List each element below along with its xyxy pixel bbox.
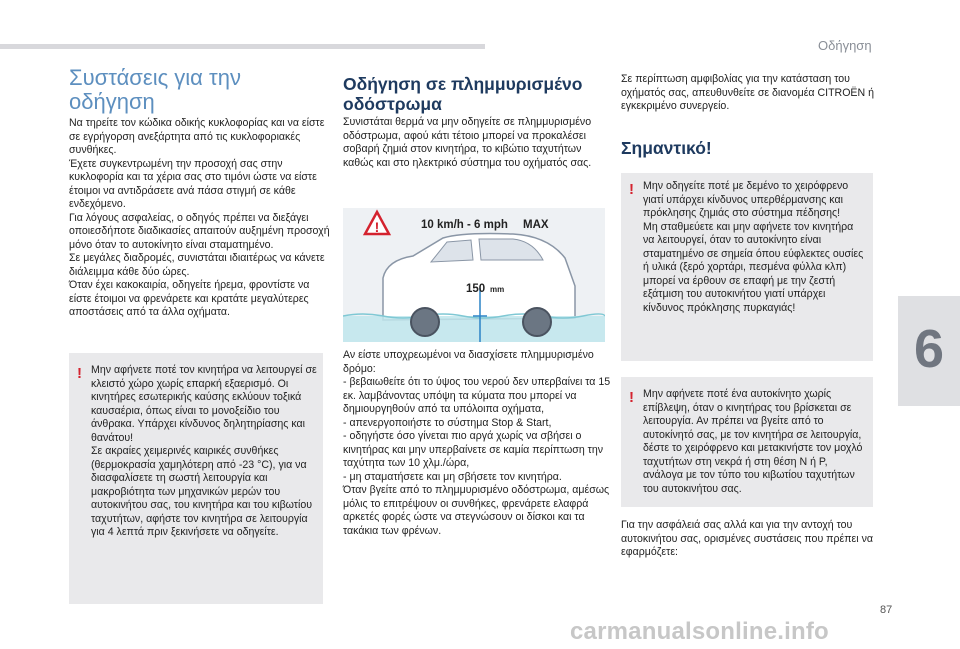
- chapter-number: 6: [913, 319, 945, 379]
- car-in-water-diagram: [343, 208, 605, 342]
- important-heading: Σημαντικό!: [621, 138, 712, 158]
- water-surface: [343, 316, 605, 342]
- warning-icon: !: [629, 389, 634, 406]
- unattended-vehicle-warning-box: [621, 377, 873, 507]
- section-title: Οδήγηση: [818, 38, 872, 53]
- dealer-advice-text: Σε περίπτωση αμφιβολίας για την κατάσταση του οχήματός σας, απευθυνθείτε σε διανομέα CITROËN ή εγκεκριμένο συνεργείο.: [621, 73, 874, 112]
- speed-limit-label: 10 km/h - 6 mph: [421, 219, 508, 231]
- handbrake-warning-box: [621, 173, 873, 361]
- car-body: [383, 234, 575, 321]
- flooded-road-heading: Οδήγηση σε πλημμυρισμένο οδόστρωμα: [343, 74, 583, 114]
- unattended-vehicle-warning-text: Μην αφήνετε ποτέ ένα αυτοκίνητο χωρίς επίβλεψη, όταν ο κινητήρας του βρίσκεται σε λειτουργία. Αν πρέπει να βγείτε από το αυτοκίνητό σας, με τον κινητήρα σε λειτουργία, δέστε το χειρόφρενο και μετακινήστε τον μοχλό ταχυτήτων στη νεκρά ή στη θέση N ή P, ανάλογα με τον τύπο του κιβωτίου ταχυτήτων του αυτοκινήτου σας.: [643, 388, 863, 495]
- safety-recommendations-text: Για την ασφάλειά σας αλλά και για την αντοχή του αυτοκινήτου σας, ορισμένες συστάσεις που πρέπει να εφαρμόζετε:: [621, 519, 873, 558]
- handbrake-warning-text: Μην οδηγείτε ποτέ με δεμένο το χειρόφρενο γιατί υπάρχει κίνδυνος υπερθέρμανσης και πρόκλησης ζημιάς στο σύστημα πέδησης! Μη σταθμεύετε και μην αφήνετε τον κινητήρα να λειτουργεί, όταν το αυτοκίνητο είναι σταματημένο σε σημεία όπου εύφλεκτες ουσίες ή υλικά (ξερό χορτάρι, πεσμένα φύλλα κλπ) μπορεί να έρθουν σε επαφή με την ζεστή εξάτμιση του αυτοκινήτου γιατί υπάρχει κίνδυνος πρόκλησης πυρκαγιάς!: [643, 180, 864, 314]
- watermark: carmanualsonline.info: [570, 618, 829, 645]
- driving-advice-text: Να τηρείτε τον κώδικα οδικής κυκλοφορίας και να είστε σε εγρήγορση ανεξάρτητα από τις κυκλοφοριακές συνθήκες. Έχετε συγκεντρωμένη την προσοχή σας στην κυκλοφορία και τα χέρια σας στο τιμόνι ώστε να είστε έτοιμοι να αντιδράσετε ανά πάσα στιγμή σε κάθε ενδεχόμενο. Για λόγους ασφαλείας, ο οδηγός πρέπει να διεξάγει οποιεσδήποτε διαδικασίες απαιτούν αυξημένη προσοχή μόνο όταν το αυτοκίνητο είναι σταματημένο. Σε μεγάλες διαδρομές, συνιστάται ιδιαιτέρως να κάνετε διάλειμμα κάθε δύο ώρες. Όταν έχει κακοκαιρία, οδηγείτε ήρεμα, φροντίστε να είστε έτοιμοι να φρενάρετε και κρατάτε μεγαλύτερες αποστάσεις από τα άλλα οχήματα.: [69, 117, 330, 318]
- warning-icon: !: [77, 365, 82, 382]
- flooded-road-intro: Συνιστάται θερμά να μην οδηγείτε σε πλημμυρισμένο οδόστρωμα, αφού κάτι τέτοιο μπορεί να προκαλέσει σοβαρή ζημιά στον κινητήρα, το κιβώτιο ταχυτήτων καθώς και στο ηλεκτρικό σύστημα του οχήματός σας.: [343, 116, 592, 169]
- warning-icon: !: [629, 181, 634, 198]
- header-rule: [0, 44, 485, 49]
- flooded-road-illustration: [343, 208, 605, 342]
- depth-value: 150: [466, 283, 486, 295]
- page-number: 87: [880, 604, 893, 616]
- driving-advice-heading: Συστάσεις για την οδήγηση: [69, 65, 241, 114]
- exhaust-warning-box: [69, 353, 323, 604]
- rear-wheel: [523, 308, 551, 336]
- front-wheel: [411, 308, 439, 336]
- flooded-road-instructions: Αν είστε υποχρεωμένοι να διασχίσετε πλημμυρισμένο δρόμο: - βεβαιωθείτε ότι το ύψος του νερού δεν υπερβαίνει τα 15 εκ. λαμβάνοντας υπόψη τα κύματα που μπορεί να δημιουργηθούν από τα υπόλοιπα οχήματα, - απενεργοποιήστε το σύστημα Stop & Start, - οδηγήστε όσο γίνεται πιο αργά χωρίς να σβήσει ο κινητήρας και μην υπερβαίνετε σε καμία περίπτωση την ταχύτητα των 10 χλμ./ώρα, - μη σταματήσετε και μη σβήσετε τον κινητήρα. Όταν βγείτε από το πλημμυρισμένο οδόστρωμα, αμέσως μόλις το επιτρέψουν οι συνθήκες, φρενάρετε ελαφρά αρκετές φορές ώστε να στεγνώσουν οι δίσκοι και τα τακάκια των φρένων.: [343, 349, 611, 537]
- depth-unit: mm: [490, 285, 505, 294]
- exhaust-warning-text: Μην αφήνετε ποτέ τον κινητήρα να λειτουργεί σε κλειστό χώρο χωρίς επαρκή εξαερισμό. Οι κινητήρες εσωτερικής καύσης εκλύουν τοξικά καυσαέρια, όπως είναι το μονοξείδιο του άνθρακα. Υπάρχει κίνδυνος δηλητηρίασης και θανάτου! Σε ακραίες χειμερινές καιρικές συνθήκες (θερμοκρασία χαμηλότερη από -23 °C), για να διασφαλίσετε τη σωστή λειτουργία και μακροβιότητα των μηχανικών μερών του αυτοκινήτου σας, του κινητήρα και του κιβωτίου ταχυτήτων, αφήστε τον κινητήρα σε λειτουργία για 4 λεπτά πριν ξεκινήσετε να οδηγείτε.: [91, 364, 317, 538]
- chapter-tab: [898, 296, 960, 406]
- warning-triangle-mark: !: [374, 219, 380, 235]
- max-label: MAX: [523, 219, 549, 231]
